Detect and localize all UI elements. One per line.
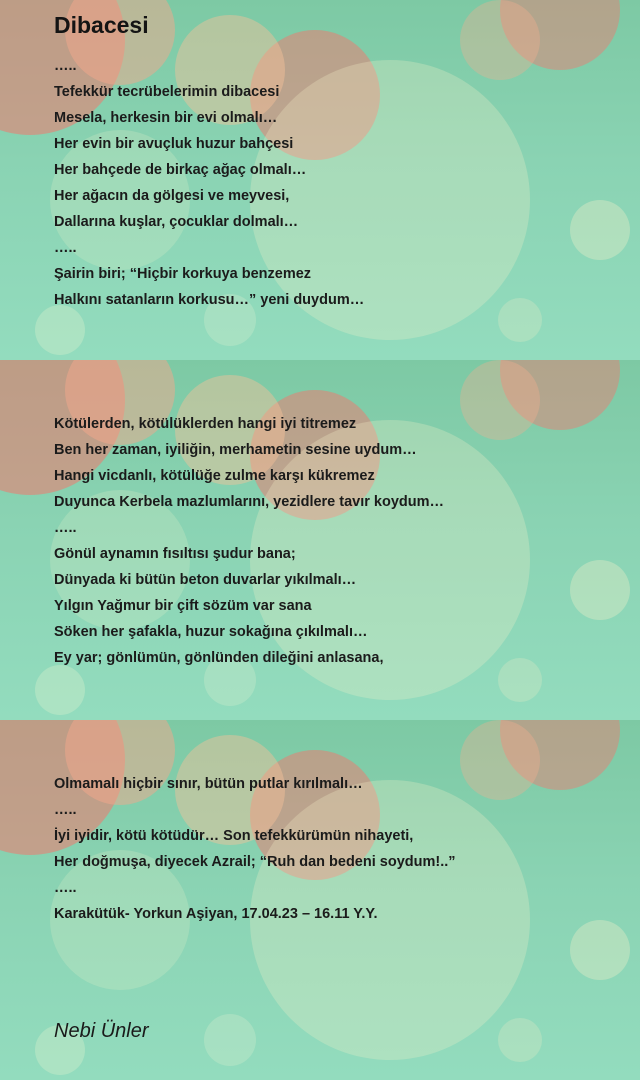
stanza-1 xyxy=(54,53,364,313)
poem-panel-1 xyxy=(0,0,640,360)
poem-line: Hangi vicdanlı, kötülüğe zulme karşı kükremez xyxy=(54,468,375,484)
poem-signature-line: Karakütük- Yorkun Aşiyan, 17.04.23 – 16.11 Y.Y. xyxy=(54,906,378,922)
poem-line: Dünyada ki bütün beton duvarlar yıkılmalı… xyxy=(54,572,357,588)
poem-line: ….. xyxy=(54,802,77,818)
poem-line: ….. xyxy=(54,520,77,536)
poem-line: Olmamalı hiçbir sınır, bütün putlar kırılmalı… xyxy=(54,776,363,792)
poem-line: ….. xyxy=(54,880,77,896)
poem-line: ….. xyxy=(54,240,77,256)
stanza-3 xyxy=(54,771,456,927)
poem-line: Halkını satanların korkusu…” yeni duydum… xyxy=(54,292,365,308)
poem-line: Ey yar; gönlümün, gönlünden dileğini anlasana, xyxy=(54,650,384,666)
poem-title: Dibacesi xyxy=(54,12,149,38)
stanza-2 xyxy=(54,411,444,671)
poem-line: Dallarına kuşlar, çocuklar dolmalı… xyxy=(54,214,299,230)
poem-line: Kötülerden, kötülüklerden hangi iyi titremez xyxy=(54,416,357,432)
poem-panel-3 xyxy=(0,720,640,1080)
poem-line: Ben her zaman, iyiliğin, merhametin sesine uydum… xyxy=(54,442,417,458)
poem-line: Söken her şafakla, huzur sokağına çıkılmalı… xyxy=(54,624,368,640)
poem-line: İyi iyidir, kötü kötüdür… Son tefekkürümün nihayeti, xyxy=(54,828,414,844)
poem-line: ….. xyxy=(54,58,77,74)
poem-line: Şairin biri; “Hiçbir korkuya benzemez xyxy=(54,266,312,282)
poem-line: Duyunca Kerbela mazlumlarını, yezidlere tavır koydum… xyxy=(54,494,445,510)
poem-panel-2 xyxy=(0,360,640,720)
poem-line: Mesela, herkesin bir evi olmalı… xyxy=(54,110,278,126)
poem-line: Her evin bir avuçluk huzur bahçesi xyxy=(54,136,294,152)
poem-line: Her bahçede de birkaç ağaç olmalı… xyxy=(54,162,307,178)
poem-line: Her doğmuşa, diyecek Azrail; “Ruh dan bedeni soydum!..” xyxy=(54,854,456,870)
author-name: Nebi Ünler xyxy=(54,1020,149,1042)
poem-line: Yılgın Yağmur bir çift sözüm var sana xyxy=(54,598,312,614)
poem-line: Tefekkür tecrübelerimin dibacesi xyxy=(54,84,280,100)
poem-line: Her ağacın da gölgesi ve meyvesi, xyxy=(54,188,290,204)
poem-line: Gönül aynamın fısıltısı şudur bana; xyxy=(54,546,296,562)
